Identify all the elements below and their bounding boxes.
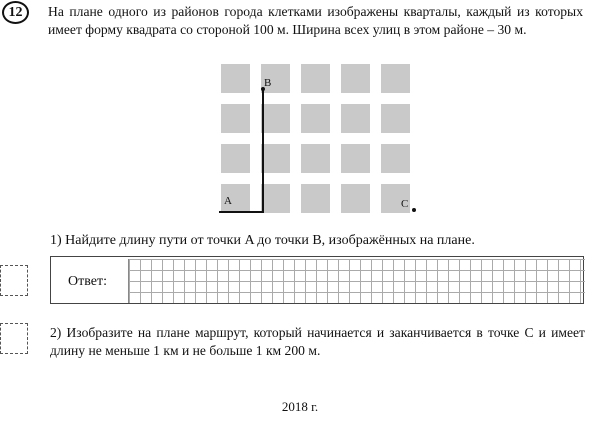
- path-vertical-segment: [262, 88, 264, 213]
- point-a-label: A: [224, 195, 232, 207]
- city-block: [381, 64, 410, 93]
- city-block: [261, 104, 290, 133]
- city-block: [341, 144, 370, 173]
- point-b-label: B: [264, 77, 272, 89]
- answer-field[interactable]: [128, 259, 585, 303]
- city-block: [261, 144, 290, 173]
- city-block: [341, 104, 370, 133]
- city-block: [301, 184, 330, 213]
- question-1: 1) Найдите длину пути от точки A до точки B, изображённых на плане.: [50, 233, 475, 248]
- answer-box: [50, 256, 584, 304]
- city-block: [301, 104, 330, 133]
- city-block: [341, 64, 370, 93]
- question-2: 2) Изобразите на плане маршрут, который начинается и заканчивается в точке C и имеет длину не меньше 1 км и не больше 1 км 200 м.: [50, 325, 585, 358]
- city-plan: [219, 62, 435, 222]
- city-block: [221, 104, 250, 133]
- path-horizontal-segment: [219, 211, 264, 213]
- city-block: [381, 144, 410, 173]
- city-block: [221, 144, 250, 173]
- city-block: [221, 64, 250, 93]
- score-box-2: [0, 323, 28, 354]
- score-box-1: [0, 265, 28, 296]
- city-block: [341, 184, 370, 213]
- city-block: [261, 184, 290, 213]
- point-c-label: C: [401, 198, 409, 210]
- answer-label: Ответ:: [68, 274, 107, 289]
- task-number-badge: 12: [2, 1, 29, 24]
- city-block: [381, 104, 410, 133]
- city-block: [301, 144, 330, 173]
- point-c-dot: [412, 208, 416, 212]
- footer-year: 2018 г.: [281, 399, 319, 414]
- city-block: [301, 64, 330, 93]
- problem-statement: На плане одного из районов города клетками изображены кварталы, каждый из которых имеет форму квадрата со стороной 100 м. Ширина всех улиц в этом районе – 30 м.: [48, 4, 583, 37]
